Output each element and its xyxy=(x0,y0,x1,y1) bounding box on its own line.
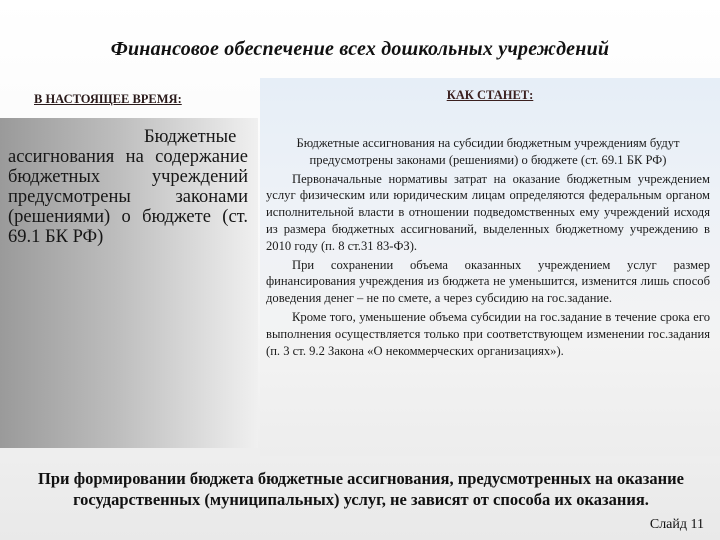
right-body-text xyxy=(266,135,710,361)
slide-number: Слайд 11 xyxy=(649,517,704,532)
right-paragraph: Первоначальные нормативы затрат на оказание бюджетным учреждением услуг физическим или юридическим лицам определяются федеральным органом исполнительной власти в отношении подведомственных ему учреждений исходя из размера бюджетных ассигнований, выделенных бюджетному учреждению в 2010 году (п. 8 ст.31 83-ФЗ). xyxy=(266,171,710,253)
right-heading: КАК СТАНЕТ: xyxy=(446,88,534,102)
right-paragraph: Бюджетные ассигнования на субсидии бюджетным учреждениям будут предусмотрены законами (решениями) о бюджете (ст. 69.1 БК РФ) xyxy=(296,136,680,167)
right-paragraph: При сохранении объема оказанных учреждением услуг размер финансирования учреждения из бюджета не уменьшится, изменится лишь способ доведения денег – не по смете, а через субсидию на гос.задание. xyxy=(266,257,710,306)
bottom-summary: При формировании бюджета бюджетные ассигнования, предусмотренных на оказание государственных (муниципальных) услуг, не зависят от способа их оказания. xyxy=(38,469,684,509)
right-paragraph: Кроме того, уменьшение объема субсидии на гос.задание в течение срока его выполнения осуществляется только при соответствующем изменении гос.задания (п. 3 ст. 9.2 Закона «О некоммерческих организациях»). xyxy=(266,309,710,358)
left-heading: В НАСТОЯЩЕЕ ВРЕМЯ: xyxy=(34,92,182,106)
left-body-text: Бюджетные ассигнования на содержание бюджетных учреждений предусмотрены законами (решениями) о бюджете (ст. 69.1 БК РФ) xyxy=(8,127,248,247)
slide-title: Финансовое обеспечение всех дошкольных учреждений xyxy=(110,38,610,60)
